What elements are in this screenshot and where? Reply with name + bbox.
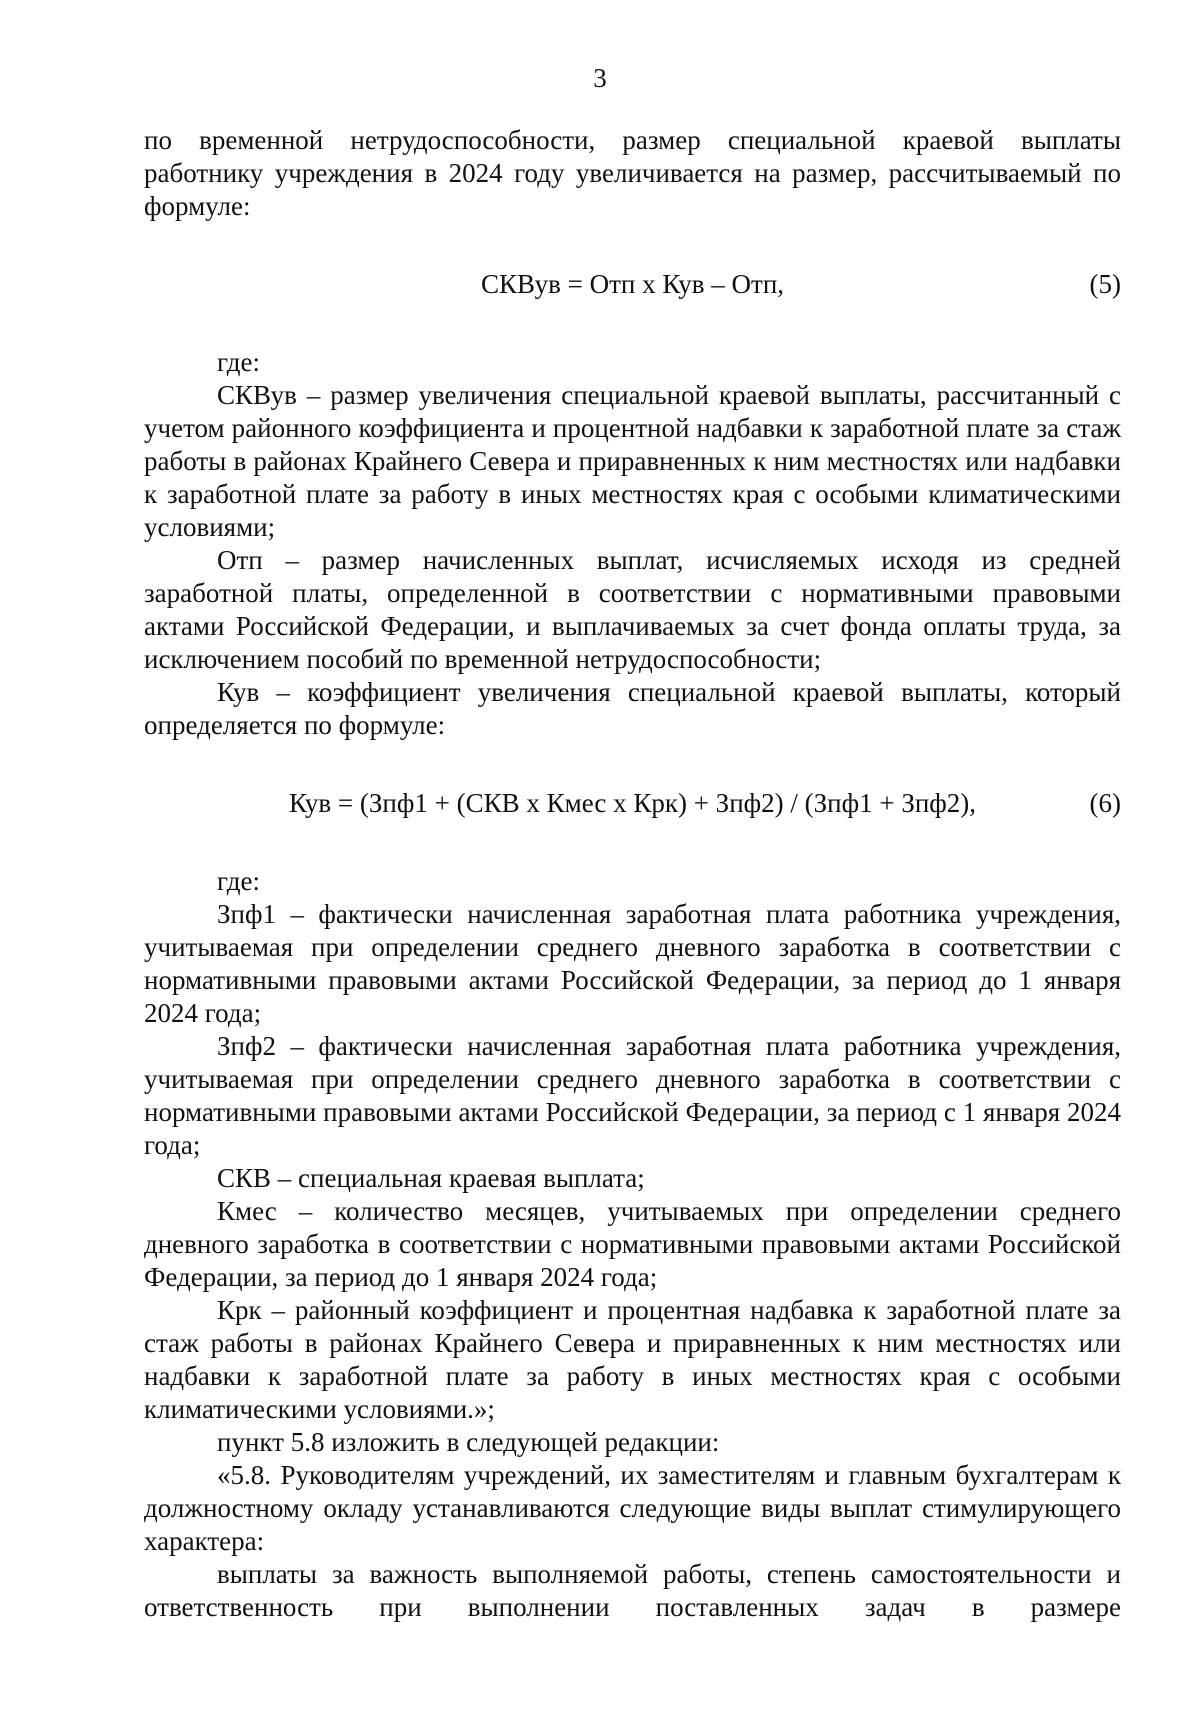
where-label-2: где: [217, 866, 260, 896]
formula-5-expression: СКВув = Отп х Кув – Отп, [480, 269, 785, 299]
definition-skvuv: СКВув – размер увеличения специальной краевой выплаты, рассчитанный с учетом районного коэффициента и процентной надбавки к заработной плате за стаж работы в районах Крайнего Севера и приравненных к ним местностях или надбавки к заработной плате за работу в иных местностях края с особыми климатическими условиями; [144, 380, 1121, 542]
formula-6-number: (6) [1089, 788, 1121, 818]
intro-paragraph: по временной нетрудоспособности, размер специальной краевой выплаты работнику учреждения в 2024 году увеличивается на размер, рассчитываемый по формуле: [144, 125, 1121, 221]
definition-zpf2: Зпф2 – фактически начисленная заработная плата работника учреждения, учитываемая при определении среднего дневного заработка в соответствии с нормативными правовыми актами Российской Федерации, за период с 1 января 2024 года; [144, 1031, 1121, 1160]
definition-otp: Отп – размер начисленных выплат, исчисляемых исходя из средней заработной платы, определенной в соответствии с нормативными правовыми актами Российской Федерации, и выплачиваемых за счет фонда оплаты труда, за исключением пособий по временной нетрудоспособности; [144, 545, 1121, 674]
formula-5-number: (5) [1089, 269, 1121, 299]
page-number: 3 [593, 63, 607, 93]
definition-skv: СКВ – специальная краевая выплата; [217, 1163, 645, 1193]
formula-5 [144, 268, 1121, 301]
definition-zpf1: Зпф1 – фактически начисленная заработная плата работника учреждения, учитываемая при определении среднего дневного заработка в соответствии с нормативными правовыми актами Российской Федерации, за период до 1 января 2024 года; [144, 899, 1121, 1028]
where-label-1: где: [217, 347, 260, 377]
formula-6-expression: Кув = (Зпф1 + (СКВ х Кмес х Крк) + Зпф2) / (Зпф1 + Зпф2), [288, 788, 977, 818]
definition-kuv: Кув – коэффициент увеличения специальной краевой выплаты, который определяется по формуле: [144, 677, 1121, 740]
payments-paragraph: выплаты за важность выполняемой работы, степень самостоятельности и ответственность при выполнении поставленных задач в размере [144, 1559, 1121, 1622]
document-body [144, 124, 1121, 1624]
definition-krk: Крк – районный коэффициент и процентная надбавка к заработной плате за стаж работы в районах Крайнего Севера и приравненных к ним местностях или надбавки к заработной плате за работу в иных местностях края с особыми климатическими условиями.»; [144, 1295, 1121, 1424]
point-5-8-text: «5.8. Руководителям учреждений, их заместителям и главным бухгалтерам к должностному окладу устанавливаются следующие виды выплат стимулирующего характера: [144, 1460, 1121, 1556]
point-5-8-intro: пункт 5.8 изложить в следующей редакции: [217, 1427, 720, 1457]
formula-6 [144, 787, 1121, 820]
definition-kmes: Кмес – количество месяцев, учитываемых при определении среднего дневного заработка в соответствии с нормативными правовыми актами Российской Федерации, за период до 1 января 2024 года; [144, 1196, 1121, 1292]
